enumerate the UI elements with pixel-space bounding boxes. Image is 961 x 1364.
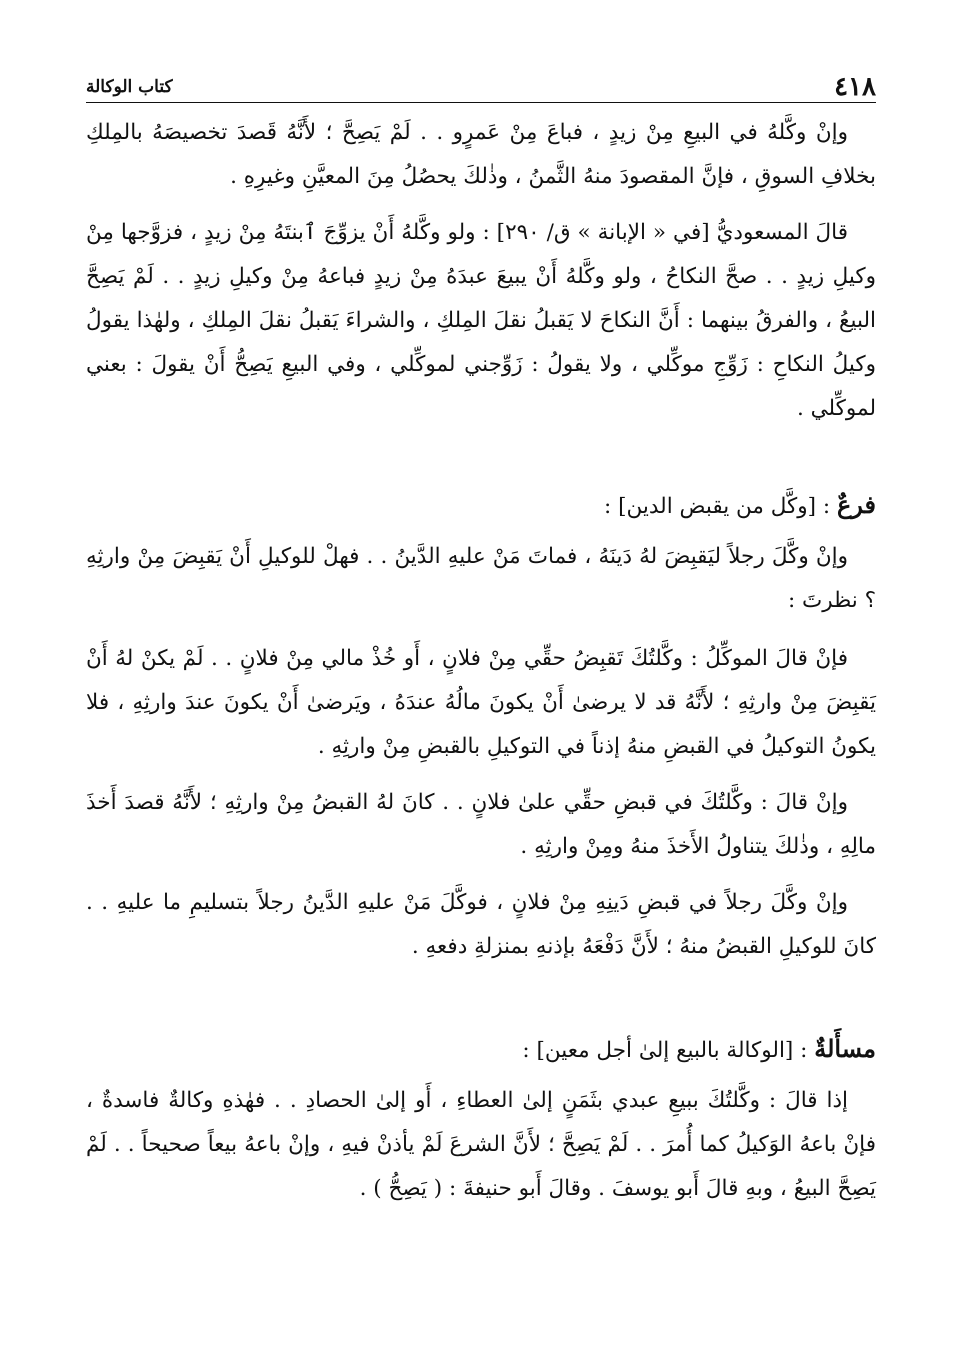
section-heading-masala xyxy=(86,1027,876,1073)
book-title: كتاب الوكالة xyxy=(86,77,173,97)
heading-text-far: : [وكَّل من يقبض الدين] : xyxy=(604,494,837,519)
heading-keyword-far: فرعٌ xyxy=(836,490,876,519)
page-number: ٤١٨ xyxy=(834,72,876,102)
paragraph-1: وإنْ وكَّلهُ في البيعِ مِنْ زيدٍ ، فباعَ مِنْ عَمرٍو . . لَمْ يَصِحَّ ؛ لأَنَّهُ قَصدَ تخصيصَهُ بالمِلكِ بخلافِ السوقِ ، فإنَّ المقصودَ منهُ الثَّمنُ ، وذٰلكَ يحصُلُ مِنَ المعيَّنِ وغيرِهِ . xyxy=(86,120,876,189)
heading-keyword-masala: مسأَلةٌ xyxy=(814,1034,876,1063)
paragraph-5: وإنْ قالَ : وكَّلتُكَ في قبضِ حقِّي علىٰ فلانٍ . . كانَ لهُ القبضُ مِنْ وارثِهِ ؛ لأَنَّهُ قصدَ أَخذَ مالِهِ ، وذٰلكَ يتناولُ الأَخذَ منهُ ومِنْ وارثِهِ . xyxy=(86,790,876,859)
running-header xyxy=(86,70,876,103)
section-heading-far xyxy=(86,483,876,529)
book-page xyxy=(86,70,876,1211)
paragraph-3: وإنْ وكَّلَ رجلاً ليَقبِضَ لهُ دَينَهُ ، فماتَ مَنْ عليهِ الدَّينُ . . فهلْ للوكيلِ أَنْ يَقبِضَ مِنْ وارثِهِ ؟ نظرتَ : xyxy=(86,544,876,613)
paragraph-7: إذا قالَ : وكَّلتُكَ ببيعِ عبدي بثَمَنٍ إلىٰ العطاءِ ، أَو إلىٰ الحصادِ . . فهٰذهِ وكالةٌ فاسدةٌ ، فإنْ باعهُ الوَكيلُ كما أُمرَ . . لَمْ يَصِحَّ ؛ لأَنَّ الشرعَ لَمْ يأذنْ فيهِ ، وإنْ باعهُ بيعاً صحيحاً . . لَمْ يَصِحَّ البيعُ ، وبهِ قالَ أَبو يوسفَ . وقالَ أَبو حنيفةَ : ( يَصِحُّ ) . xyxy=(86,1088,876,1201)
paragraph-4: فإنْ قالَ الموكِّلُ : وكَّلتُكَ تَقبِضُ حقِّي مِنْ فلانٍ ، أَو خُذْ مالي مِنْ فلانٍ . . لَمْ يكنْ لهُ أَنْ يَقبِضَ مِنْ وارثِهِ ؛ لأَنَّهُ قد لا يرضىٰ أَنْ يكونَ مالُهُ عندَهُ ، ويَرضىٰ أَنْ يكونَ عندَ وارثِهِ ، فلا يكونُ التوكيلُ في القبضِ منهُ إذناً في التوكيلِ بالقبضِ مِنْ وارثِهِ . xyxy=(86,646,876,759)
paragraph-6: وإنْ وكَّلَ رجلاً في قبضِ دَينِهِ مِنْ فلانٍ ، فوكَّلَ مَنْ عليهِ الدَّينُ رجلاً بتسليمِ ما عليهِ . . كانَ للوكيلِ القبضُ منهُ ؛ لأَنَّ دَفْعَهُ بإذنهِ بمنزلةِ دفعهِ . xyxy=(86,890,876,959)
paragraph-2: قالَ المسعوديُّ [في « الإبانة » ق/ ٢٩٠] : ولو وكَّلهُ أَنْ يزوِّجَ ٱبنتَهُ مِنْ زيدٍ ، فزوَّجها مِنْ وكيلِ زيدٍ . . صحَّ النكاحُ ، ولو وكَّلهُ أَنْ يبيعَ عبدَهُ مِنْ زيدٍ فباعهُ مِنْ وكيلِ زيدٍ . . لَمْ يَصِحَّ البيعُ ، والفرقُ بينهما : أَنَّ النكاحَ لا يَقبلُ نقلَ المِلكِ ، والشراءَ يَقبلُ نقلَ المِلكِ ، ولهٰذا يقولُ وكيلُ النكاحِ : زَوِّجِ موكِّلي ، ولا يقولُ : زَوِّجني لموكِّلي ، وفي البيعِ يَصِحُّ أَنْ يقولَ : بعني لموكِّلي . xyxy=(86,220,876,421)
heading-text-masala: : [الوكالة بالبيع إلىٰ أجل معين] : xyxy=(522,1038,815,1063)
